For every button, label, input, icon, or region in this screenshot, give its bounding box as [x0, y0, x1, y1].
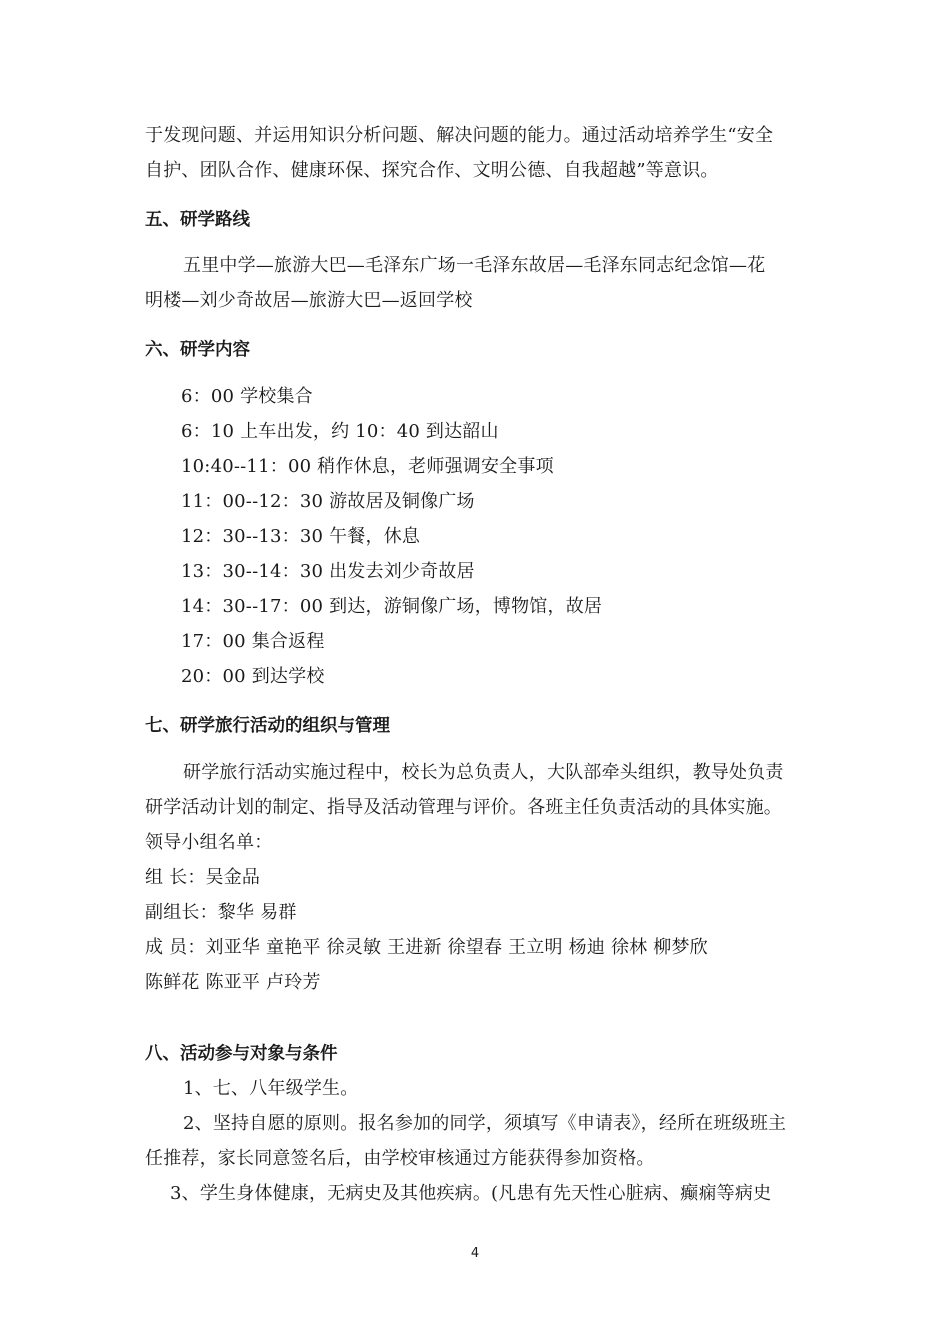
management-line-2: 研学活动计划的制定、指导及活动管理与评价。各班主任负责活动的具体实施。 [145, 797, 782, 818]
members-line-1: 成 员：刘亚华 童艳平 徐灵敏 王进新 徐望春 王立明 杨迪 徐林 柳梦欣 [145, 937, 708, 958]
route-line-2: 明楼—刘少奇故居—旅游大巴—返回学校 [145, 290, 473, 311]
intro-line-2: 自护、团队合作、健康环保、探究合作、文明公德、自我超越”等意识。 [145, 160, 719, 181]
schedule-item: 10:40--11：00 稍作休息，老师强调安全事项 [181, 456, 554, 477]
page-number: 4 [470, 1246, 480, 1261]
section-6-heading: 六、研学内容 [145, 340, 250, 360]
deputy-leaders: 副组长：黎华 易群 [145, 902, 297, 923]
section-7-heading: 七、研学旅行活动的组织与管理 [145, 716, 390, 736]
section-8-heading: 八、活动参与对象与条件 [145, 1044, 338, 1064]
management-line-1: 研学旅行活动实施过程中，校长为总负责人，大队部牵头组织，教导处负责 [183, 762, 784, 783]
condition-item-3: 3、学生身体健康，无病史及其他疾病。(凡患有先天性心脏病、癫痫等病史 [170, 1183, 772, 1204]
members-line-2: 陈鲜花 陈亚平 卢玲芳 [145, 972, 321, 993]
schedule-item: 20：00 到达学校 [181, 666, 325, 687]
schedule-item: 6：10 上车出发，约 10：40 到达韶山 [181, 421, 499, 442]
schedule-item: 13：30--14：30 出发去刘少奇故居 [181, 561, 475, 582]
schedule-item: 17：00 集合返程 [181, 631, 325, 652]
condition-item-1: 1、七、八年级学生。 [183, 1078, 359, 1099]
schedule-item: 11：00--12：30 游故居及铜像广场 [181, 491, 475, 512]
condition-item-2-line-1: 2、坚持自愿的原则。报名参加的同学，须填写《申请表》，经所在班级班主 [183, 1113, 787, 1134]
schedule-item: 12：30--13：30 午餐，休息 [181, 526, 421, 547]
section-5-heading: 五、研学路线 [145, 210, 250, 230]
leadership-list-title: 领导小组名单： [145, 832, 273, 853]
schedule-item: 6：00 学校集合 [181, 386, 313, 407]
group-leader: 组 长：吴金品 [145, 867, 261, 888]
intro-line-1: 于发现问题、并运用知识分析问题、解决问题的能力。通过活动培养学生“安全 [145, 125, 774, 146]
route-line-1: 五里中学—旅游大巴—毛泽东广场一毛泽东故居—毛泽东同志纪念馆—花 [183, 255, 766, 276]
condition-item-2-line-2: 任推荐，家长同意签名后，由学校审核通过方能获得参加资格。 [145, 1148, 655, 1169]
schedule-item: 14：30--17：00 到达，游铜像广场，博物馆，故居 [181, 596, 603, 617]
